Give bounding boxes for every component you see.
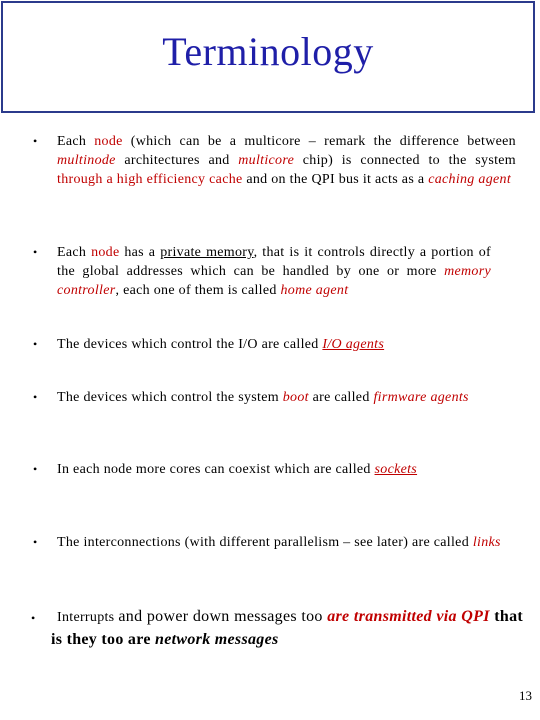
bullet-6-segment: links (472, 535, 501, 550)
bullet-1-segment: multicore (238, 153, 295, 168)
bullet-4 (57, 388, 516, 407)
slide-title: Terminology (162, 28, 374, 74)
title-box (1, 1, 535, 113)
bullet-2-segment: has a (119, 245, 161, 260)
bullet-1-segment: and on the QPI bus it acts as a (242, 172, 429, 187)
bullet-7-segment: are transmitted via QPI (327, 608, 490, 625)
bullet-7-segment: Interrupts (57, 610, 119, 625)
bullet-2-segment: Each (57, 245, 92, 260)
bullet-dot-1: • (33, 134, 38, 148)
bullet-1-segment: (which can be a multicore – remark the difference between (122, 134, 516, 149)
bullet-7 (51, 606, 523, 652)
bullet-4-segment: The devices which control the system (57, 390, 283, 405)
bullet-2-segment: private memory (160, 245, 254, 260)
bullet-2-segment: node (91, 245, 120, 260)
bullet-5 (57, 460, 516, 479)
bullet-5-segment: In each node more cores can coexist which are called (57, 462, 375, 477)
bullet-3-segment: The devices which control the I/O are called (57, 337, 323, 352)
bullet-1-segment: node (94, 134, 123, 149)
bullet-6-segment: The interconnections (with different parallelism – see later) are called (57, 535, 473, 550)
bullet-dot-4: • (33, 390, 38, 404)
bullet-5-segment: sockets (374, 462, 418, 477)
bullet-7-segment: network messages (155, 631, 279, 648)
bullet-4-segment: firmware agents (373, 390, 469, 405)
bullet-2-segment: , each one of them is called (115, 283, 281, 298)
bullet-dot-7: • (31, 611, 36, 625)
bullet-4-segment: boot (282, 390, 309, 405)
bullet-7-segment: and power down messages too (118, 608, 328, 625)
bullet-2-segment: memory controller (57, 264, 491, 298)
bullet-7-segment: that is they too are (51, 608, 523, 648)
bullet-3 (57, 335, 516, 354)
bullet-1-segment: architectures and (115, 153, 239, 168)
bullet-4-segment: are called (308, 390, 374, 405)
bullet-1 (57, 132, 516, 189)
bullet-1-segment: Each (57, 134, 95, 149)
bullet-1-segment: multinode (57, 153, 116, 168)
bullet-2-segment: home agent (280, 283, 349, 298)
bullet-dot-2: • (33, 245, 38, 259)
bullet-1-segment: chip) is connected to the system (294, 153, 516, 168)
bullet-2-segment: , that is it controls directly a portion of the global addresses which can be handled by one or more (57, 245, 491, 279)
bullet-dot-3: • (33, 337, 38, 351)
bullet-3-segment: I/O agents (322, 337, 385, 352)
bullet-1-segment: caching agent (428, 172, 512, 187)
page-number: 13 (519, 688, 532, 703)
bullet-6 (57, 533, 501, 552)
bullet-2 (57, 243, 491, 300)
bullet-1-segment: through a high efficiency cache (57, 172, 243, 187)
bullet-dot-6: • (33, 535, 38, 549)
bullet-dot-5: • (33, 462, 38, 476)
